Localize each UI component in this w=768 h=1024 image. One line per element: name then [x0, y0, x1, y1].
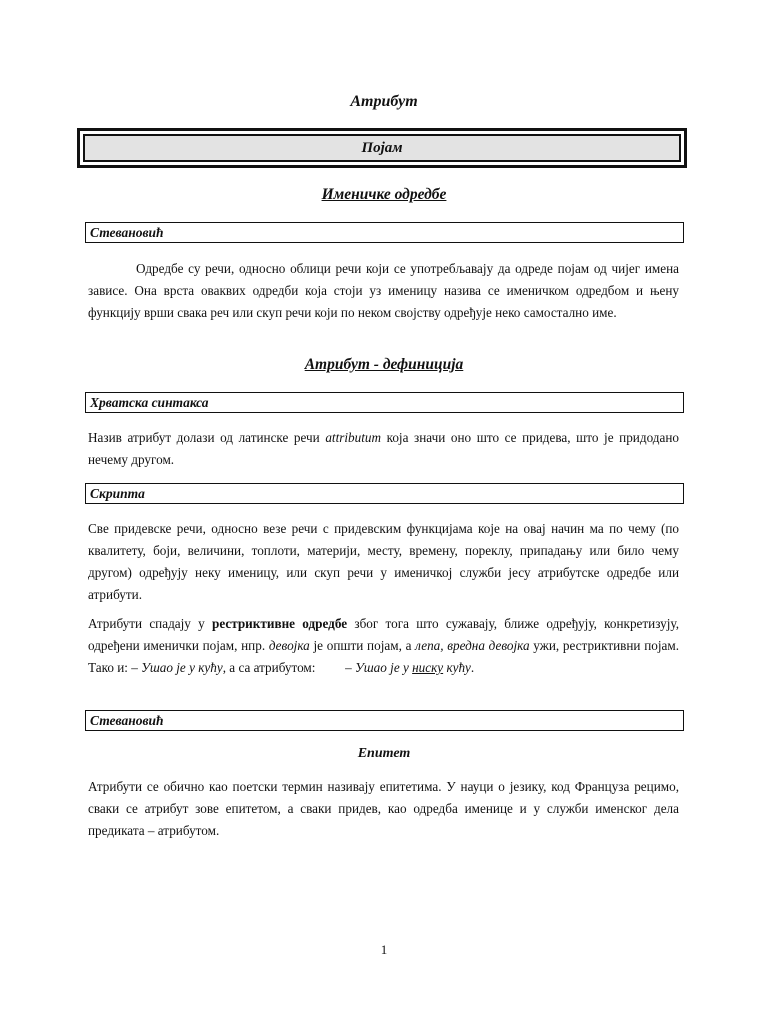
source-label: Стевановић	[85, 222, 684, 243]
source-label: Скрипта	[85, 483, 684, 504]
text: је општи појам, а	[309, 638, 416, 653]
example: Ушао је у кућу	[141, 660, 223, 675]
example: лепа, вредна девојка	[415, 638, 530, 653]
source-label: Хрватска синтакса	[85, 392, 684, 413]
paragraph-epitet: Атрибути се обично као поетски термин називају епитетима. У науци о језику, код Француза рецимо, сваки се атрибут зове епитетом, а сваки придев, као одредба именице и у служби именског дела предиката – атрибутом.	[88, 779, 679, 838]
text: Назив атрибут долази од латинске речи	[88, 430, 326, 445]
paragraph-pridevske-reci: Све придевске речи, односно везе речи с придевским функцијама које на овај начин ма по чему (по квалитету, боји, величини, топлоти, материји, месту, времену, пореклу, припадању или било чему другом) одређују неку именицу, или скуп речи у именичкој служби јесу атрибутске одредбе или атрибути.	[88, 521, 679, 602]
paragraph-naziv	[88, 427, 679, 471]
paragraph-odredbe: Одредбе су речи, односно облици речи који се употребљавају да одреде појам од чијег имена зависе. Она врста оваквих одредби која стоји уз именицу назива се именичком одредбом и њену функцију врши свака реч или скуп речи који по неком својству одређује неко самостално име.	[88, 261, 679, 320]
heading-atribut-definicija: Атрибут - дефиниција	[304, 356, 464, 373]
text: ужи, рестриктивни појам. Тако и: –	[88, 638, 680, 675]
example-underlined: ниску	[412, 660, 444, 675]
text: Атрибути спадају у	[88, 616, 212, 631]
example: кућу	[443, 660, 471, 675]
page-number: 1	[380, 942, 388, 957]
box-heading: Појам	[83, 134, 681, 162]
section-box	[77, 128, 687, 168]
latin-term: attributum	[325, 430, 382, 445]
document-title: Атрибут	[350, 93, 418, 110]
text: која значи оно што се придева, што је придодано нечему другом.	[88, 430, 679, 467]
bold-term: рестриктивне одредбе	[212, 616, 348, 631]
text: , а са атрибутом: –	[222, 660, 356, 675]
paragraph-restriktivne	[88, 613, 679, 679]
source-label: Стевановић	[85, 710, 684, 731]
example: Ушао је у	[355, 660, 413, 675]
subheading-epitet: Епитет	[357, 746, 411, 761]
text: .	[470, 660, 475, 675]
text: због тога што сужавају, ближе одређују, конкретизују, одређени именички појам, нпр.	[88, 616, 679, 653]
example: девојка	[268, 638, 310, 653]
heading-imenicke-odredbe: Именичке одредбе	[321, 186, 447, 203]
